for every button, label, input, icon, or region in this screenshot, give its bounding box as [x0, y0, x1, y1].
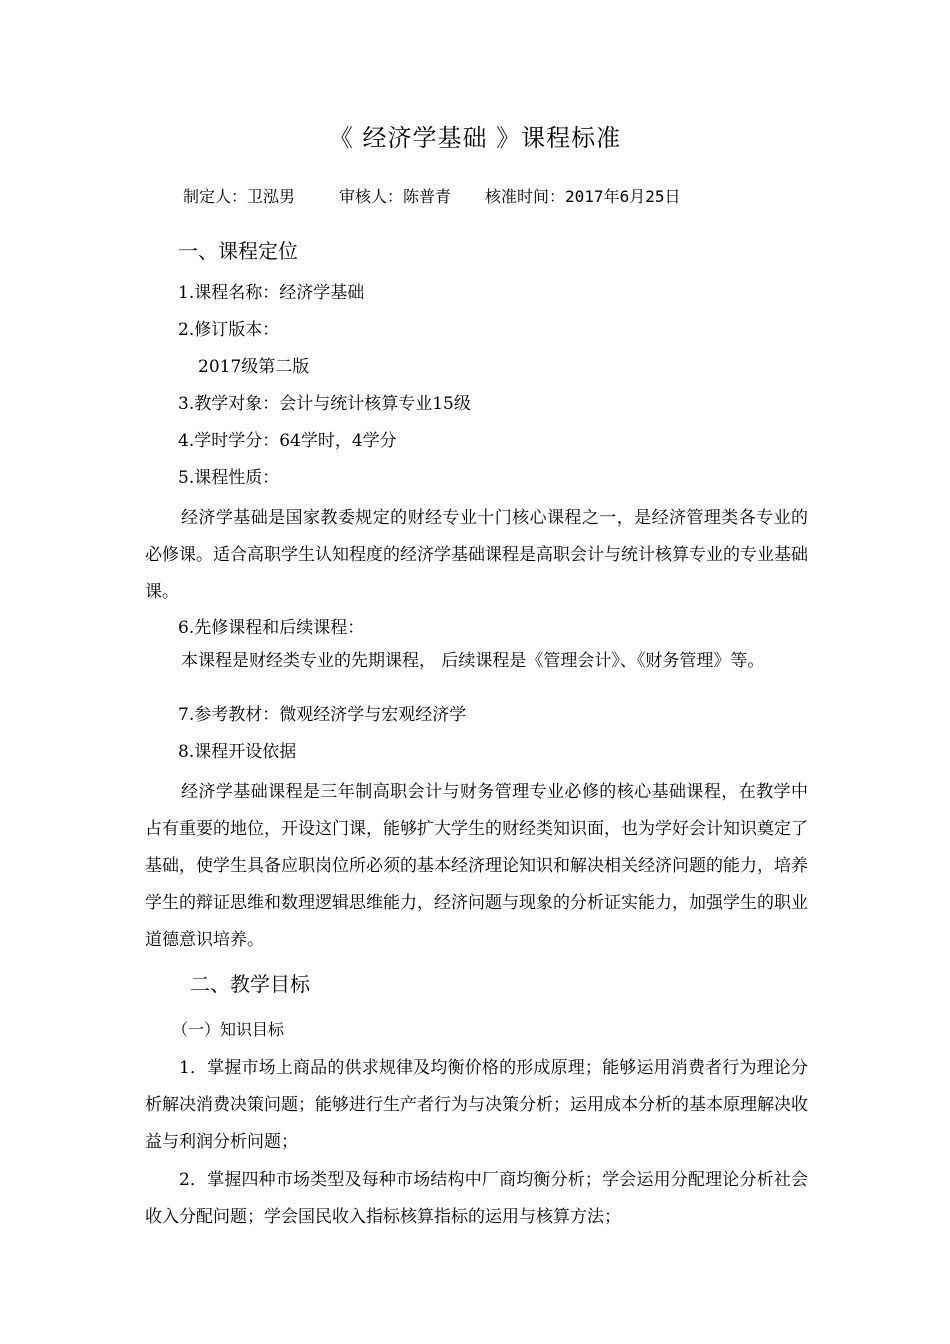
knowledge-goal-2: 2．掌握四种市场类型及每种市场结构中厂商均衡分析；学会运用分配理论分析社会收入分配问题；学会国民收入指标核算指标的运用与核算方法；	[145, 1170, 808, 1227]
knowledge-goals-heading: （一）知识目标	[172, 1020, 285, 1039]
course-nature-label: 5.课程性质：	[178, 468, 280, 488]
course-nature-paragraph: 经济学基础是国家教委规定的财经专业十门核心课程之一，是经济管理类各专业的必修课。适合高职学生认知程度的经济学基础课程是高职会计与统计核算专业的专业基础课。	[145, 508, 808, 602]
document-meta	[183, 184, 680, 207]
course-basis-paragraph: 经济学基础课程是三年制高职会计与财务管理专业必修的核心基础课程，在教学中占有重要的地位，开设这门课，能够扩大学生的财经类知识面，也为学好会计知识奠定了基础，使学生具备应职岗位所必须的基本经济理论知识和解决相关经济问题的能力，培养学生的辩证思维和数理逻辑思维能力，经济问题与现象的分析证实能力，加强学生的职业道德意识培养。	[145, 782, 808, 950]
reference-textbook: 7.参考教材：微观经济学与宏观经济学	[178, 705, 467, 725]
hours-credits: 4.学时学分：64学时，4学分	[178, 431, 397, 451]
course-name: 1.课程名称：经济学基础	[178, 283, 365, 303]
course-basis-label: 8.课程开设依据	[178, 742, 297, 762]
document-title: 《 经济学基础 》课程标准	[328, 124, 622, 152]
section-heading-course-positioning: 一、课程定位	[178, 239, 298, 263]
prerequisite-paragraph: 本课程是财经类专业的先期课程， 后续课程是《管理会计》、《财务管理》等。	[181, 651, 765, 671]
prerequisite-label: 6.先修课程和后续课程：	[178, 618, 365, 638]
author-label: 制定人：卫泓男	[183, 187, 296, 206]
version-label: 2.修订版本：	[178, 320, 280, 340]
reviewer-label: 审核人：陈普青	[339, 187, 452, 206]
teaching-target: 3.教学对象：会计与统计核算专业15级	[178, 394, 471, 414]
version-value: 2017级第二版	[198, 357, 310, 377]
knowledge-goal-1: 1．掌握市场上商品的供求规律及均衡价格的形成原理；能够运用消费者行为理论分析解决消费决策问题；能够进行生产者行为与决策分析；运用成本分析的基本原理解决收益与利润分析问题；	[145, 1058, 808, 1152]
approval-date: 核准时间：2017年6月25日	[485, 187, 681, 206]
section-heading-teaching-goals: 二、教学目标	[190, 972, 310, 996]
